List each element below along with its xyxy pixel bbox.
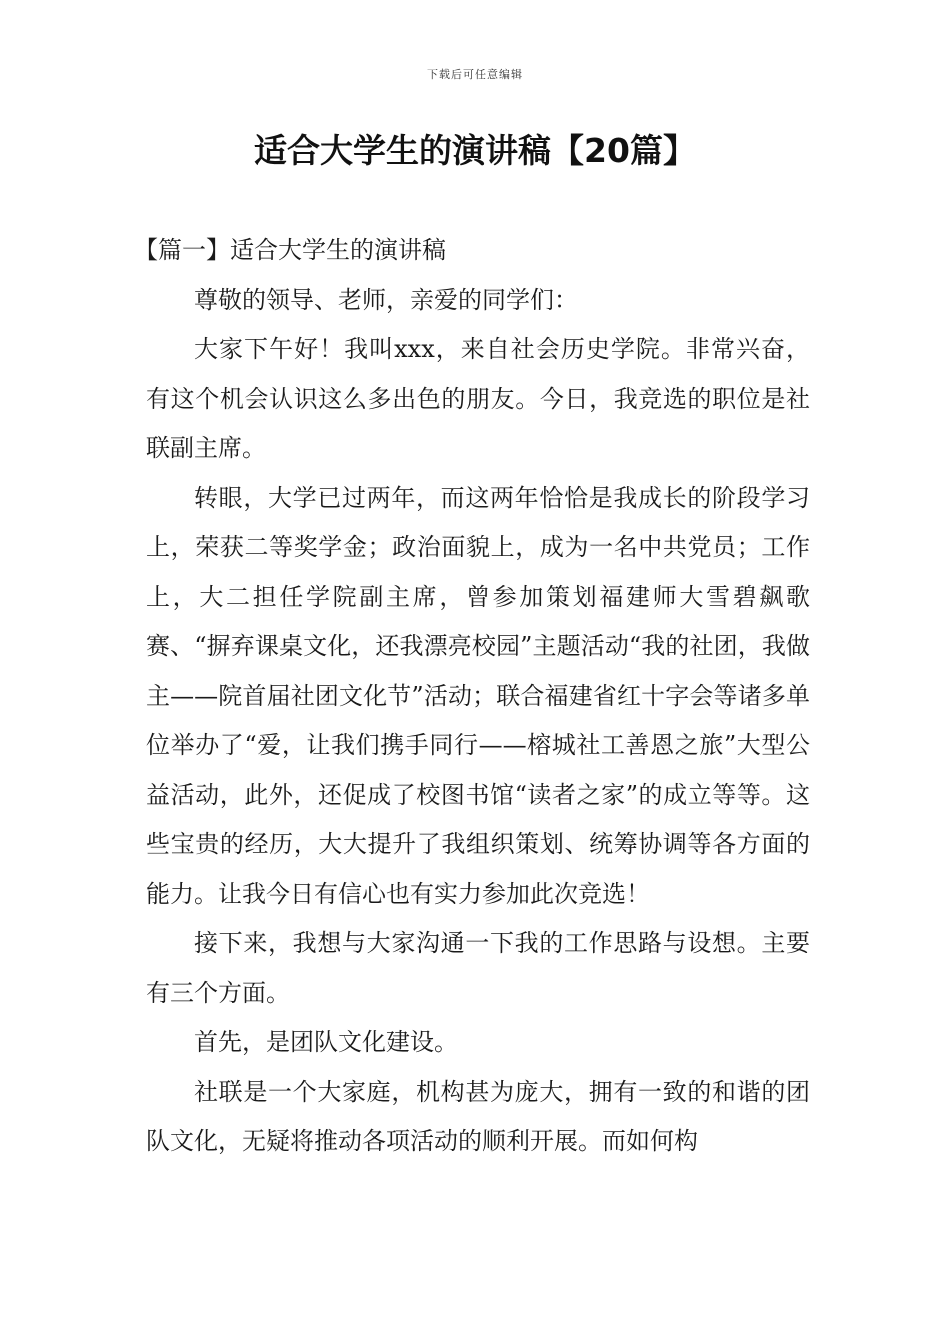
paragraph-first-point: 首先，是团队文化建设。 (194, 1028, 458, 1056)
paragraph-plan-intro: 接下来，我想与大家沟通一下我的工作思路与设想。主要有三个方面。 (146, 929, 810, 1007)
section-heading: 【篇一】适合大学生的演讲稿 (134, 236, 446, 264)
paragraph-greeting: 尊敬的领导、老师，亲爱的同学们： (194, 285, 578, 314)
document-body (134, 226, 810, 1167)
paragraph-team-culture: 社联是一个大家庭，机构甚为庞大，拥有一致的和谐的团队文化，无疑将推动各项活动的顺利开展。而如何构 (146, 1077, 810, 1155)
paragraph-introduction: 大家下午好！我叫xxx，来自社会历史学院。非常兴奋，有这个机会认识这么多出色的朋友。今日，我竞选的职位是社联副主席。 (146, 335, 810, 462)
paragraph-experience: 转眼，大学已过两年，而这两年恰恰是我成长的阶段学习上，荣获二等奖学金；政治面貌上，成为一名中共党员；工作上，大二担任学院副主席，曾参加策划福建师大雪碧飙歌赛、“摒弃课桌文化，还我漂亮校园”主题活动“我的社团，我做主——院首届社团文化节”活动；联合福建省红十字会等诸多单位举办了“爱，让我们携手同行——榕城社工善恩之旅”大型公益活动，此外，还促成了校图书馆“读者之家”的成立等等。这些宝贵的经历，大大提升了我组织策划、统筹协调等各方面的能力。让我今日有信心也有实力参加此次竞选！ (146, 483, 810, 908)
document-title: 适合大学生的演讲稿【20篇】 (254, 131, 696, 170)
page-header-note: 下载后可任意编辑 (427, 68, 523, 81)
